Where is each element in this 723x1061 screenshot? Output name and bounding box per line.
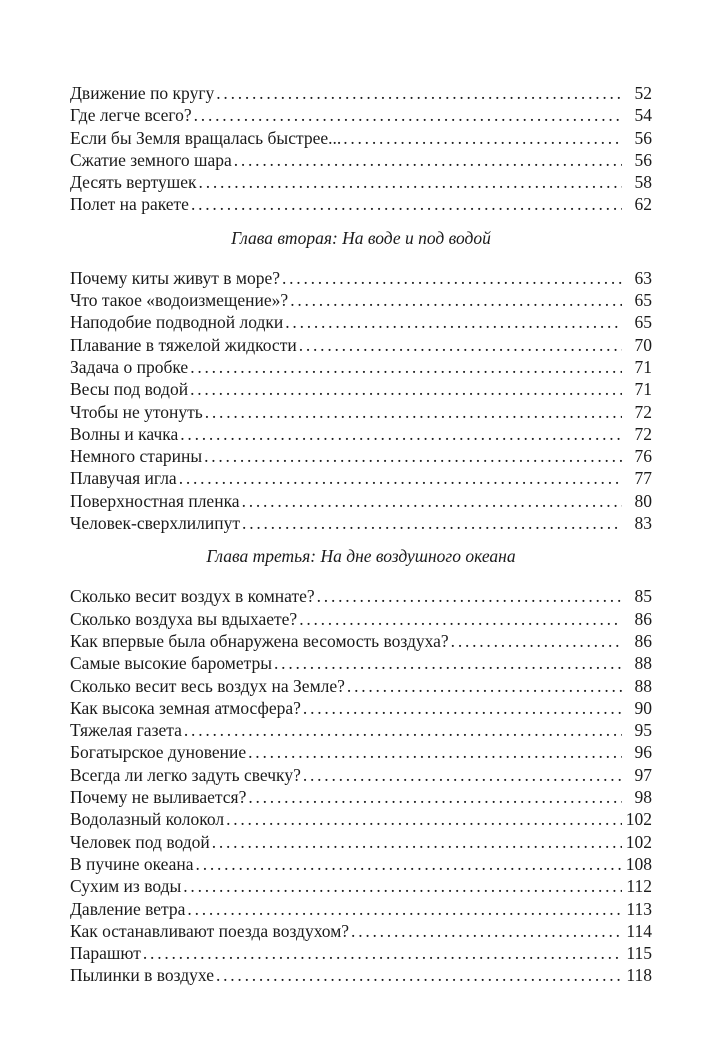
toc-entry[interactable] (70, 490, 652, 512)
entry-page-number: 86 (634, 630, 652, 651)
entry-title: Давление ветра (70, 898, 186, 919)
toc-entry[interactable] (70, 764, 652, 786)
dot-leader (179, 467, 622, 489)
toc-entry[interactable] (70, 512, 652, 534)
dot-leader (199, 171, 622, 193)
toc-entry[interactable] (70, 104, 652, 126)
toc-entry[interactable] (70, 149, 652, 171)
entry-page-number: 113 (626, 898, 652, 919)
entry-title: Движение по кругу (70, 83, 215, 103)
entry-title: Почему не выливается? (70, 787, 247, 808)
toc-entry[interactable] (70, 853, 652, 875)
entry-title: Что такое «водоизмещение»? (70, 290, 289, 311)
dot-leader (190, 378, 622, 400)
toc-entry[interactable] (70, 786, 652, 808)
dot-leader (242, 490, 622, 512)
toc-section (70, 82, 652, 216)
toc-entry[interactable] (70, 127, 652, 149)
toc-entry[interactable] (70, 356, 652, 378)
toc-entry[interactable] (70, 334, 652, 356)
toc-entry[interactable] (70, 82, 652, 104)
entry-title: Немного старины (70, 446, 203, 467)
entry-title: Человек под водой (70, 831, 210, 852)
toc-entry[interactable] (70, 289, 652, 311)
dot-leader (190, 356, 622, 378)
entry-page-number: 114 (626, 920, 652, 941)
entry-page-number: 112 (626, 876, 652, 897)
chapter-heading: Глава вторая: На воде и под водой (231, 227, 491, 248)
dot-leader (285, 311, 622, 333)
entry-title: Самые высокие барометры (70, 653, 273, 674)
entry-title: Богатырское дуновение (70, 742, 247, 763)
dot-leader (299, 334, 622, 356)
entry-page-number: 108 (625, 853, 652, 874)
dot-leader (180, 423, 622, 445)
entry-title: Сухим из воды (70, 876, 182, 897)
entry-page-number: 65 (634, 290, 652, 311)
entry-title: Полет на ракете (70, 194, 189, 215)
toc-entry[interactable] (70, 964, 652, 986)
toc-entry[interactable] (70, 630, 652, 652)
entry-page-number: 102 (625, 831, 652, 852)
toc-entry[interactable] (70, 423, 652, 445)
entry-title: Плавучая игла (70, 468, 177, 489)
dot-leader (343, 127, 622, 149)
entry-page-number: 72 (634, 401, 652, 422)
entry-page-number: 70 (634, 334, 652, 355)
entry-title: В пучине океана (70, 853, 194, 874)
entry-title: Как останавливают поезда воздухом? (70, 920, 350, 941)
dot-leader (248, 741, 622, 763)
dot-leader (216, 82, 622, 104)
toc-entry[interactable] (70, 193, 652, 215)
toc-entry[interactable] (70, 171, 652, 193)
entry-title: Плавание в тяжелой жидкости (70, 334, 297, 355)
entry-page-number: 86 (634, 608, 652, 629)
entry-title: Как впервые была обнаружена весомость воздуха? (70, 630, 449, 651)
dot-leader (187, 898, 622, 920)
toc-entry[interactable] (70, 697, 652, 719)
dot-leader (451, 630, 622, 652)
dot-leader (196, 853, 622, 875)
entry-title: Водолазный колокол (70, 809, 225, 830)
toc-entry[interactable] (70, 311, 652, 333)
dot-leader (184, 719, 622, 741)
entry-title: Человек-сверхлилипут (70, 513, 241, 534)
entry-title: Наподобие подводной лодки (70, 312, 284, 333)
entry-title: Тяжелая газета (70, 720, 182, 741)
entry-page-number: 97 (634, 764, 652, 785)
dot-leader (191, 193, 622, 215)
toc-entry[interactable] (70, 875, 652, 897)
entry-title: Сколько весит весь воздух на Земле? (70, 675, 345, 696)
entry-title: Сколько воздуха вы вдыхаете? (70, 608, 298, 629)
entry-title: Поверхностная пленка (70, 490, 240, 511)
dot-leader (242, 512, 622, 534)
toc-entry[interactable] (70, 378, 652, 400)
entry-page-number: 96 (634, 742, 652, 763)
toc-entry[interactable] (70, 401, 652, 423)
dot-leader (234, 149, 622, 171)
entry-page-number: 85 (634, 586, 652, 607)
entry-title: Сколько весит воздух в комнате? (70, 586, 315, 607)
dot-leader (317, 585, 622, 607)
toc-entry[interactable] (70, 675, 652, 697)
dot-leader (299, 608, 622, 630)
toc-entry[interactable] (70, 467, 652, 489)
dot-leader (248, 786, 622, 808)
entry-title: Задача о пробке (70, 356, 189, 377)
entry-title: Парашют (70, 943, 141, 964)
entry-page-number: 95 (634, 720, 652, 741)
entry-title: Почему киты живут в море? (70, 267, 280, 288)
dot-leader (303, 764, 622, 786)
dot-leader (204, 445, 622, 467)
entry-title: Весы под водой (70, 379, 189, 400)
toc-entry[interactable] (70, 808, 652, 830)
toc-entry[interactable] (70, 741, 652, 763)
toc-section (70, 227, 652, 535)
toc-entry[interactable] (70, 445, 652, 467)
entry-page-number: 54 (634, 105, 652, 126)
entry-page-number: 52 (634, 83, 652, 103)
entry-page-number: 83 (634, 513, 652, 534)
entry-page-number: 65 (634, 312, 652, 333)
entry-title: Волны и качка (70, 423, 179, 444)
entry-page-number: 98 (634, 787, 652, 808)
dot-leader (194, 104, 622, 126)
entry-page-number: 80 (634, 490, 652, 511)
toc-entry[interactable] (70, 719, 652, 741)
entry-page-number: 62 (634, 194, 652, 215)
entry-page-number: 71 (634, 356, 652, 377)
entry-page-number: 58 (634, 172, 652, 193)
entry-page-number: 56 (634, 127, 652, 148)
toc-entry[interactable] (70, 267, 652, 289)
entry-title: Чтобы не утонуть (70, 401, 203, 422)
entry-title: Сжатие земного шара (70, 149, 232, 170)
dot-leader (205, 401, 622, 423)
toc-entry[interactable] (70, 831, 652, 853)
toc-entry[interactable] (70, 942, 652, 964)
entry-page-number: 115 (626, 943, 652, 964)
entry-page-number: 88 (634, 675, 652, 696)
dot-leader (282, 267, 622, 289)
entry-page-number: 72 (634, 423, 652, 444)
entry-page-number: 88 (634, 653, 652, 674)
dot-leader (216, 964, 622, 986)
entry-page-number: 77 (634, 468, 652, 489)
entry-page-number: 56 (634, 149, 652, 170)
table-of-contents (70, 82, 652, 987)
dot-leader (290, 289, 622, 311)
dot-leader (274, 652, 622, 674)
dot-leader (212, 831, 622, 853)
dot-leader (347, 675, 622, 697)
entry-page-number: 63 (634, 267, 652, 288)
toc-entry[interactable] (70, 920, 652, 942)
toc-section (70, 545, 652, 986)
entry-title: Где легче всего? (70, 105, 192, 126)
dot-leader (183, 875, 622, 897)
entry-page-number: 71 (634, 379, 652, 400)
entry-page-number: 90 (634, 697, 652, 718)
chapter-heading: Глава третья: На дне воздушного океана (206, 546, 516, 567)
dot-leader (303, 697, 622, 719)
entry-page-number: 76 (634, 446, 652, 467)
entry-title: Если бы Земля вращалась быстрее... (70, 127, 342, 148)
toc-entry[interactable] (70, 585, 652, 607)
entry-title: Как высока земная атмосфера? (70, 697, 301, 718)
dot-leader (351, 920, 622, 942)
dot-leader (226, 808, 622, 830)
entry-title: Всегда ли легко задуть свечку? (70, 764, 301, 785)
toc-entry[interactable] (70, 608, 652, 630)
entry-page-number: 118 (626, 965, 652, 986)
toc-entry[interactable] (70, 898, 652, 920)
dot-leader (143, 942, 622, 964)
toc-entry[interactable] (70, 652, 652, 674)
entry-title: Десять вертушек (70, 172, 197, 193)
entry-title: Пылинки в воздухе (70, 965, 214, 986)
entry-page-number: 102 (625, 809, 652, 830)
